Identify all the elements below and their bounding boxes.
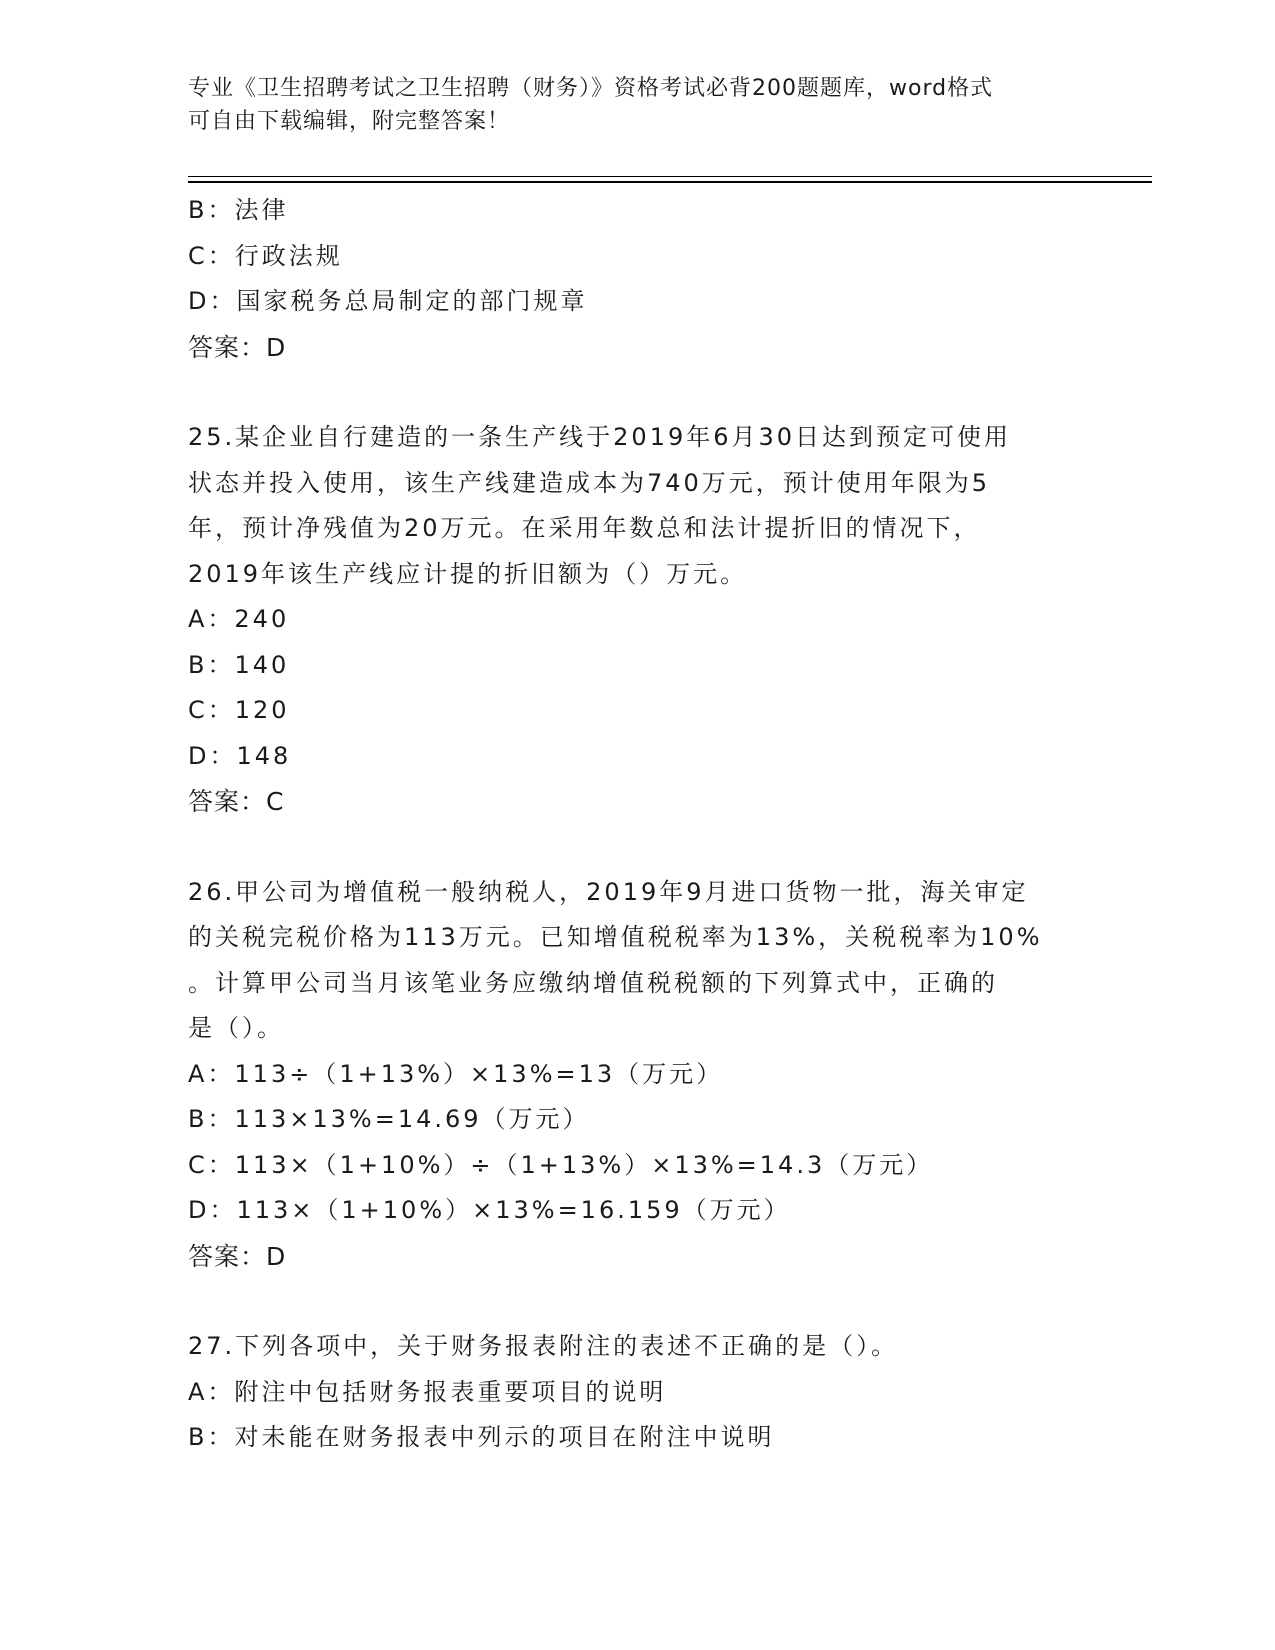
option-line: B：113×13%=14.69（万元） xyxy=(188,1105,590,1133)
document-header xyxy=(188,72,1088,138)
header-line-2: 可自由下载编辑，附完整答案！ xyxy=(188,109,511,134)
question-text-line: 的关税完税价格为113万元。已知增值税税率为13%，关税税率为10% xyxy=(188,923,1043,951)
option-line: D：国家税务总局制定的部门规章 xyxy=(188,287,588,315)
option-line: C：行政法规 xyxy=(188,241,343,270)
question-25-block xyxy=(188,415,1088,825)
option-line: D：113×（1+10%）×13%=16.159（万元） xyxy=(188,1196,791,1224)
header-line-1: 专业《卫生招聘考试之卫生招聘（财务）》资格考试必背200题题库，word格式 xyxy=(188,76,994,101)
option-line: A：附注中包括财务报表重要项目的说明 xyxy=(188,1377,667,1406)
spacer xyxy=(188,1279,1088,1324)
question-text-line: 年，预计净残值为20万元。在采用年数总和法计提折旧的情况下， xyxy=(188,514,981,542)
option-line: D：148 xyxy=(188,741,292,770)
question-text-line: 。计算甲公司当月该笔业务应缴纳增值税税额的下列算式中，正确的 xyxy=(188,968,998,997)
header-divider-thick xyxy=(188,181,1152,183)
question-text-line: 状态并投入使用，该生产线建造成本为740万元，预计使用年限为5 xyxy=(188,468,991,497)
question-text-line: 27.下列各项中，关于财务报表附注的表述不正确的是（）。 xyxy=(188,1332,899,1360)
question-24-block xyxy=(188,188,1088,370)
question-27-block xyxy=(188,1324,1088,1461)
option-line: B：140 xyxy=(188,650,290,679)
option-line: C：113×（1+10%）÷（1+13%）×13%=14.3（万元） xyxy=(188,1150,934,1179)
option-line: B：对未能在财务报表中列示的项目在附注中说明 xyxy=(188,1423,775,1451)
question-text-line: 2019年该生产线应计提的折旧额为（）万元。 xyxy=(188,559,748,588)
spacer xyxy=(188,825,1088,870)
answer-line: 答案：C xyxy=(188,787,285,816)
option-line: B：法律 xyxy=(188,196,289,224)
spacer xyxy=(188,370,1088,415)
document-body xyxy=(188,188,1088,1461)
option-line: A：240 xyxy=(188,605,290,633)
question-text-line: 是（）。 xyxy=(188,1014,284,1042)
question-text-line: 25.某企业自行建造的一条生产线于2019年6月30日达到预定可使用 xyxy=(188,423,1012,451)
header-divider-thin xyxy=(188,176,1152,177)
option-line: A：113÷（1+13%）×13%=13（万元） xyxy=(188,1059,724,1088)
question-text-line: 26.甲公司为增值税一般纳税人，2019年9月进口货物一批，海关审定 xyxy=(188,877,1029,906)
answer-line: 答案：D xyxy=(188,332,287,362)
answer-line: 答案：D xyxy=(188,1241,287,1271)
option-line: C：120 xyxy=(188,696,290,724)
question-26-block xyxy=(188,870,1088,1280)
